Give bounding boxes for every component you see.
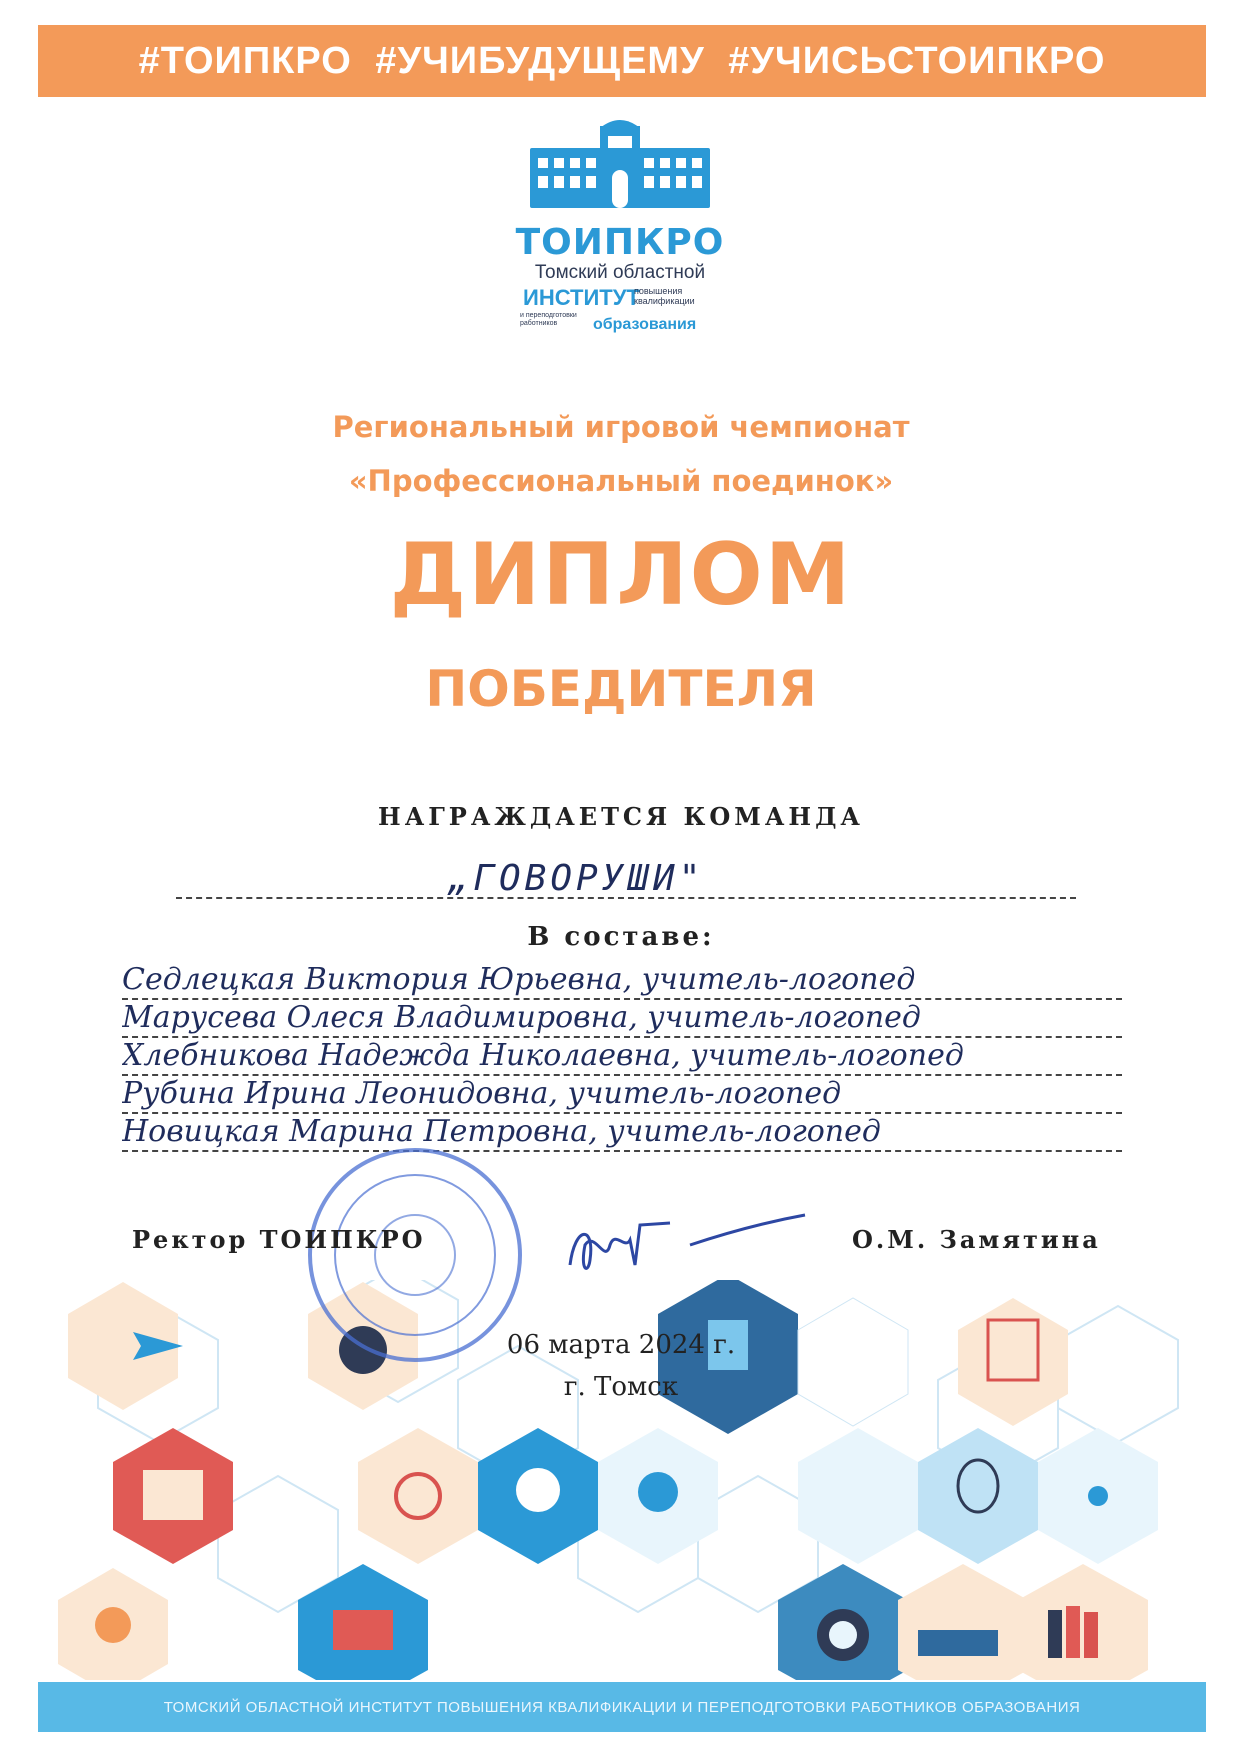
member-3: Хлебникова Надежда Николаевна, учитель-логопед [122, 1038, 1122, 1076]
logo-line-2: ИНСТИТУТ [523, 285, 640, 310]
rector-title: Ректор ТОИПКРО [132, 1225, 426, 1254]
championship-title [120, 400, 1122, 508]
championship-line-2: «Профессиональный поединок» [348, 464, 894, 498]
member-4: Рубина Ирина Леонидовна, учитель-логопед [122, 1076, 1122, 1114]
logo-line-3: образования [593, 316, 697, 333]
logo-name: ТОИПКРО [515, 222, 725, 263]
composition-label: В составе: [527, 922, 715, 952]
diploma-subtitle: ПОБЕДИТЕЛЯ [425, 660, 817, 718]
issue-city: г. Томск [563, 1372, 679, 1402]
footer-banner [38, 1682, 1206, 1732]
hashtags: #ТОИПКРО #УЧИБУДУЩЕМУ #УЧИСЬСТОИПКРО [138, 39, 1106, 82]
rector-signature-icon [560, 1205, 810, 1285]
footer-text: ТОМСКИЙ ОБЛАСТНОЙ ИНСТИТУТ ПОВЫШЕНИЯ КВАЛИФИКАЦИИ И ПЕРЕПОДГОТОВКИ РАБОТНИКОВ ОБРАЗОВАНИЯ [163, 1698, 1081, 1716]
diploma-title: ДИПЛОМ [389, 525, 853, 625]
member-2: Марусева Олеся Владимировна, учитель-логопед [122, 1000, 1122, 1038]
logo-line-2-small: повышения квалификации [634, 286, 695, 306]
championship-line-1: Региональный игровой чемпионат [332, 410, 910, 444]
issue-date: 06 марта 2024 г. [506, 1330, 736, 1360]
member-5: Новицкая Марина Петровна, учитель-логопед [122, 1114, 1122, 1152]
hashtag-banner [38, 25, 1206, 97]
team-name: „ГОВОРУШИ" [447, 858, 705, 899]
rector-name: О.М. Замятина [852, 1225, 1101, 1254]
member-1: Седлецкая Виктория Юрьевна, учитель-логопед [122, 962, 1122, 1000]
logo-line-1: Томский областной [534, 262, 706, 283]
awarded-heading: НАГРАЖДАЕТСЯ КОМАНДА [378, 802, 864, 831]
logo-line-3-small: и переподготовки работников [520, 312, 577, 327]
